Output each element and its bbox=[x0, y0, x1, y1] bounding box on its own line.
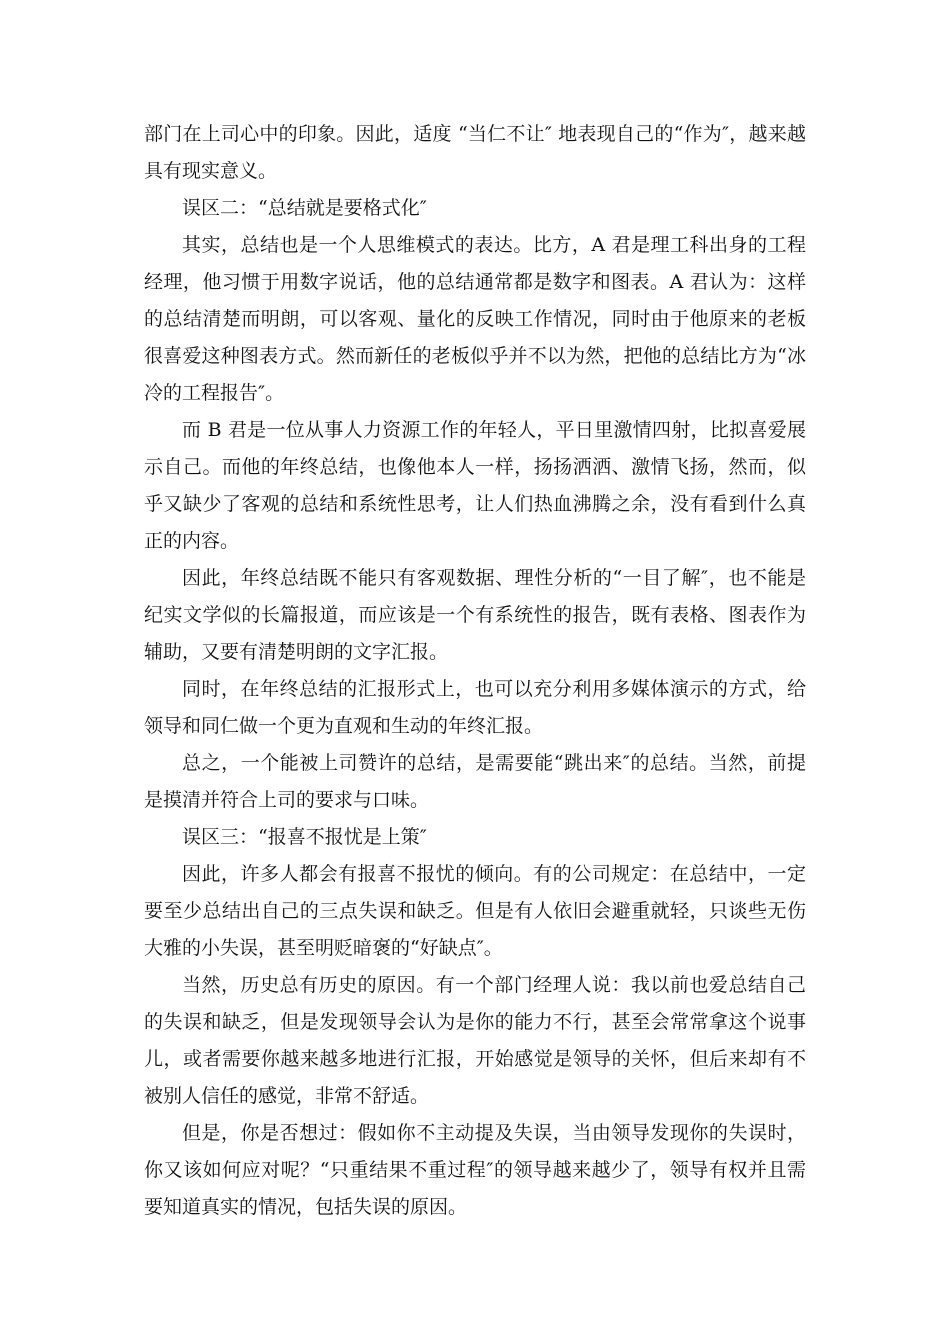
section-heading: 误区三：“报喜不报忧是上策″ bbox=[182, 826, 427, 848]
paragraph: 因此，年终总结既不能只有客观数据、理性分析的“一目了解″，也不能是纪实文学似的长篇报道，而应该是一个有系统性的报告，既有表格、图表作为辅助，又要有清楚明朗的文字汇报。 bbox=[144, 567, 806, 663]
section-heading: 误区二：“总结就是要格式化″ bbox=[182, 197, 427, 219]
paragraph: 总之，一个能被上司赞许的总结，是需要能“跳出来″的总结。当然，前提是摸清并符合上司的要求与口味。 bbox=[144, 752, 806, 811]
paragraph: 因此，许多人都会有报喜不报忧的倾向。有的公司规定：在总结中，一定要至少总结出自己的三点失误和缺乏。但是有人依旧会避重就轻，只谈些无伤大雅的小失误，甚至明贬暗褒的“好缺点″。 bbox=[144, 863, 806, 959]
paragraph: 同时，在年终总结的汇报形式上，也可以充分利用多媒体演示的方式，给领导和同仁做一个更为直观和生动的年终汇报。 bbox=[144, 678, 806, 737]
document-page bbox=[144, 116, 806, 1226]
paragraph: 其实，总结也是一个人思维模式的表达。比方，A 君是理工科出身的工程经理，他习惯于用数字说话，他的总结通常都是数字和图表。A 君认为：这样的总结清楚而明朗，可以客观、量化的反映工作情况，同时由于他原来的老板很喜爱这种图表方式。然而新任的老板似乎并不以为然，把他的总结比方为“冰冷的工程报告″。 bbox=[144, 234, 806, 404]
paragraph: 部门在上司心中的印象。因此，适度 “当仁不让″ 地表现自己的“作为″，越来越具有现实意义。 bbox=[144, 123, 806, 182]
paragraph: 但是，你是否想过：假如你不主动提及失误，当由领导发现你的失误时，你又该如何应对呢？“只重结果不重过程″的领导越来越少了，领导有权并且需要知道真实的情况，包括失误的原因。 bbox=[144, 1122, 806, 1218]
paragraph: 当然，历史总有历史的原因。有一个部门经理人说：我以前也爱总结自己的失误和缺乏，但是发现领导会认为是你的能力不行，甚至会常常拿这个说事儿，或者需要你越来越多地进行汇报，开始感觉是领导的关怀，但后来却有不被别人信任的感觉，非常不舒适。 bbox=[144, 974, 806, 1107]
paragraph: 而 B 君是一位从事人力资源工作的年轻人，平日里激情四射，比拟喜爱展示自己。而他的年终总结，也像他本人一样，扬扬洒洒、激情飞扬，然而，似乎又缺少了客观的总结和系统性思考，让人们热血沸腾之余，没有看到什么真正的内容。 bbox=[144, 419, 806, 552]
